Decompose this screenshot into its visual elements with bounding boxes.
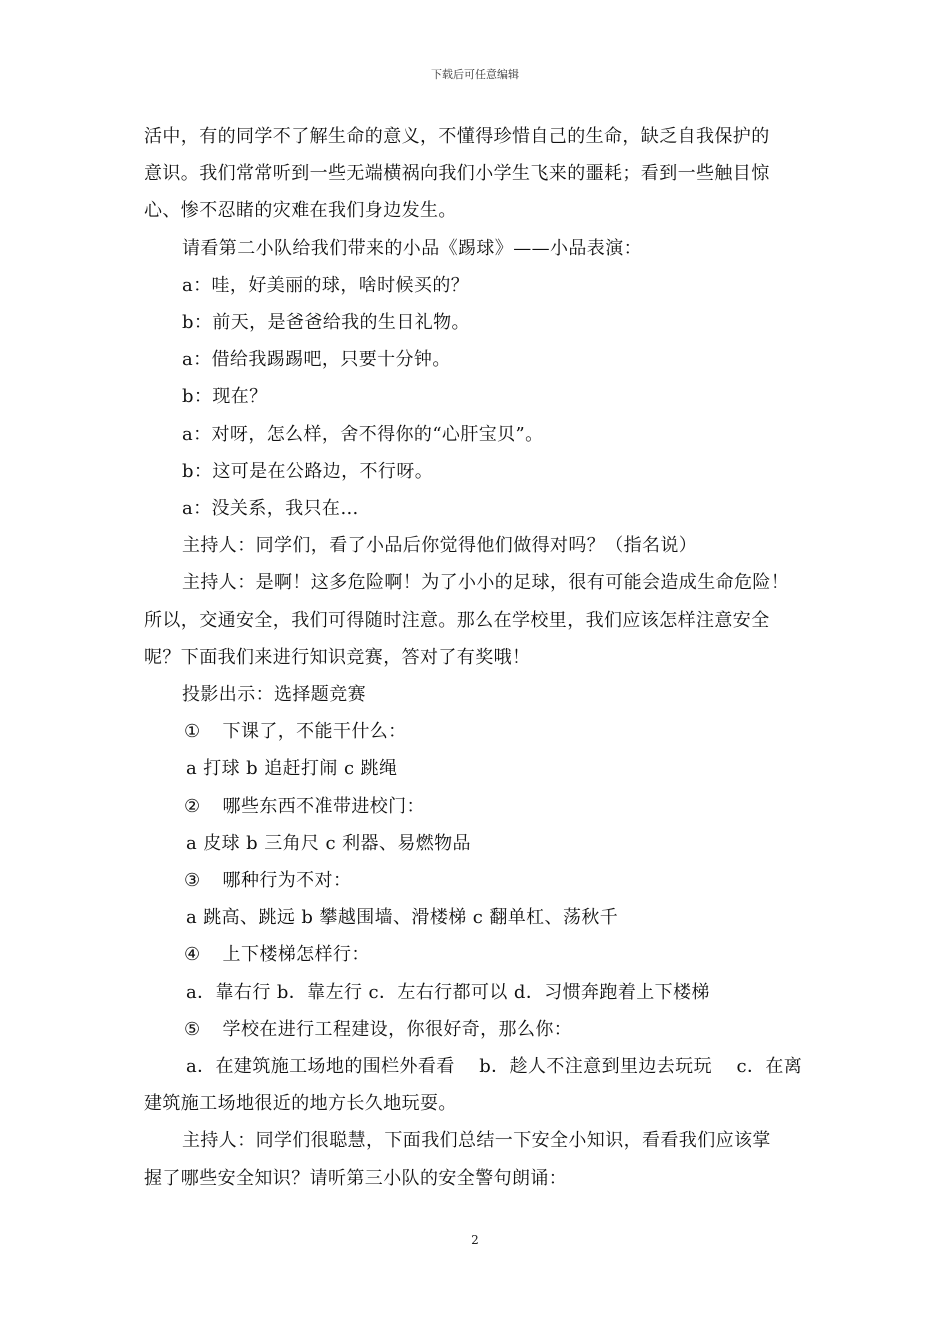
paragraph-line: 活中，有的同学不了解生命的意义，不懂得珍惜自己的生命，缺乏自我保护的 <box>144 126 770 147</box>
question-number: ④ <box>184 944 201 966</box>
question-item <box>144 713 810 750</box>
question-item <box>144 1011 810 1048</box>
dialogue-line: b：这可是在公路边，不行呀。 <box>182 460 434 482</box>
dialogue-line: a：没关系，我只在… <box>182 498 359 520</box>
question-number: ⑤ <box>184 1018 201 1040</box>
answer-options: a 皮球 b 三角尺 c 利器、易燃物品 <box>186 832 471 854</box>
answer-options: a 跳高、跳远 b 攀越围墙、滑楼梯 c 翻单杠、荡秋千 <box>186 907 619 929</box>
dialogue-line: a：哇，好美丽的球，啥时候买的？ <box>182 274 470 296</box>
question-number: ① <box>184 721 201 743</box>
question-item <box>144 862 810 899</box>
paragraph-line: 请看第二小队给我们带来的小品《踢球》——小品表演： <box>182 237 642 259</box>
paragraph-line: 所以，交通安全，我们可得随时注意。那么在学校里，我们应该怎样注意安全 <box>144 609 770 631</box>
host-line: 主持人：同学们，看了小品后你觉得他们做得对吗？（指名说） <box>182 535 698 557</box>
question-text: 哪种行为不对： <box>222 870 352 892</box>
page-header: 下载后可任意编辑 <box>431 68 519 81</box>
paragraph-line: 呢？下面我们来进行知识竞赛，答对了有奖哦！ <box>144 646 531 668</box>
paragraph-line: 握了哪些安全知识？请听第三小队的安全警句朗诵： <box>144 1167 568 1189</box>
paragraph-line: 建筑施工场地很近的地方长久地玩耍。 <box>144 1093 457 1115</box>
answer-options: a 打球 b 追赶打闹 c 跳绳 <box>186 758 398 780</box>
dialogue-line: b：前天，是爸爸给我的生日礼物。 <box>182 312 470 334</box>
dialogue-line: a：借给我踢踢吧，只要十分钟。 <box>182 349 451 371</box>
question-number: ③ <box>184 870 201 892</box>
page-number: 2 <box>471 1233 479 1247</box>
paragraph-line: 意识。我们常常听到一些无端横祸向我们小学生飞来的噩耗；看到一些触目惊 <box>144 163 770 185</box>
dialogue-line: a：对呀，怎么样，舍不得你的“心肝宝贝”。 <box>182 423 544 445</box>
question-text: 学校在进行工程建设，你很好奇，那么你： <box>222 1018 573 1040</box>
question-text: 下课了，不能干什么： <box>222 721 407 743</box>
paragraph-line: 心、惨不忍睹的灾难在我们身边发生。 <box>144 200 457 222</box>
document-body <box>144 118 810 1197</box>
dialogue-line: b：现在？ <box>182 386 268 408</box>
question-number: ② <box>184 795 201 817</box>
answer-options: a．靠右行 b．靠左行 c．左右行都可以 d．习惯奔跑着上下楼梯 <box>186 981 710 1003</box>
question-item <box>144 936 810 973</box>
answer-options: a．在建筑施工场地的围栏外看看 b．趁人不注意到里边去玩玩 c．在离 <box>186 1056 803 1078</box>
question-item <box>144 788 810 825</box>
question-text: 哪些东西不准带进校门： <box>222 795 425 817</box>
question-text: 上下楼梯怎样行： <box>222 944 370 966</box>
host-line: 主持人：是啊！这多危险啊！为了小小的足球，很有可能会造成生命危险！ <box>182 572 790 594</box>
host-line: 主持人：同学们很聪慧，下面我们总结一下安全小知识，看看我们应该掌 <box>182 1130 771 1152</box>
paragraph-line: 投影出示：选择题竞赛 <box>182 684 366 706</box>
